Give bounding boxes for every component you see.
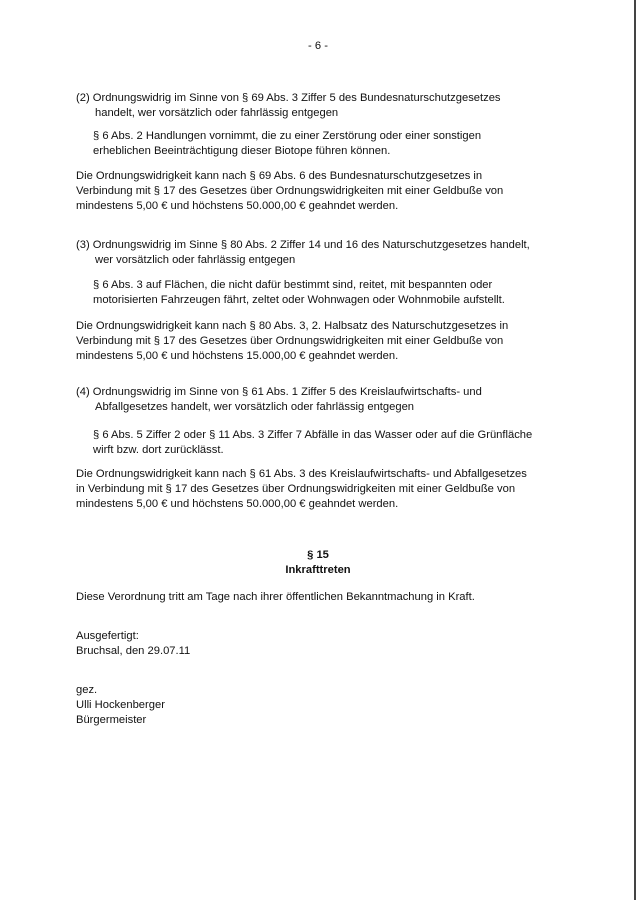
text-line: mindestens 5,00 € und höchstens 15.000,00 € geahndet werden. — [76, 350, 399, 363]
execution-label: Ausgefertigt: — [76, 630, 139, 642]
text-line: wer vorsätzlich oder fahrlässig entgegen — [95, 254, 296, 267]
text-line: wirft bzw. dort zurücklässt. — [93, 444, 224, 457]
section-2-item — [76, 129, 576, 159]
page-number: - 6 - — [308, 40, 328, 52]
text-line: Verbindung mit § 17 des Gesetzes über Ordnungswidrigkeiten mit einer Geldbuße von — [76, 185, 504, 198]
text-line: Die Ordnungswidrigkeit kann nach § 80 Abs. 3, 2. Halbsatz des Naturschutzgesetzes in — [76, 320, 509, 332]
signature-name: Ulli Hockenberger — [76, 699, 165, 712]
section-15-heading — [0, 548, 636, 578]
signature-gez: gez. — [76, 684, 98, 696]
text-line: motorisierten Fahrzeugen fährt, zeltet oder Wohnwagen oder Wohnmobile aufstellt. — [93, 294, 505, 307]
section-4-item — [76, 428, 576, 458]
text-line: § 6 Abs. 5 Ziffer 2 oder § 11 Abs. 3 Ziffer 7 Abfälle in das Wasser oder auf die Grünfläche — [93, 429, 533, 441]
text-line: mindestens 5,00 € und höchstens 50.000,00 € geahndet werden. — [76, 200, 399, 213]
signature-block — [76, 683, 576, 729]
section-15-text — [76, 590, 576, 605]
text-line: Verbindung mit § 17 des Gesetzes über Ordnungswidrigkeiten mit einer Geldbuße von — [76, 335, 504, 348]
execution-place-date: Bruchsal, den 29.07.11 — [76, 645, 191, 658]
section-title: Inkrafttreten — [285, 564, 351, 577]
text-line: (2) Ordnungswidrig im Sinne von § 69 Abs. 3 Ziffer 5 des Bundesnaturschutzgesetzes — [76, 92, 501, 104]
text-line: Diese Verordnung tritt am Tage nach ihrer öffentlichen Bekanntmachung in Kraft. — [76, 591, 475, 603]
text-line: Abfallgesetzes handelt, wer vorsätzlich oder fahrlässig entgegen — [95, 401, 415, 414]
section-4-intro — [76, 385, 576, 415]
section-number: § 15 — [307, 549, 329, 561]
section-3-penalty — [76, 319, 576, 365]
signature-role: Bürgermeister — [76, 714, 147, 727]
text-line: handelt, wer vorsätzlich oder fahrlässig entgegen — [95, 107, 339, 120]
text-line: § 6 Abs. 3 auf Flächen, die nicht dafür bestimmt sind, reitet, mit bespannten oder — [93, 279, 493, 291]
text-line: § 6 Abs. 2 Handlungen vornimmt, die zu einer Zerstörung oder einer sonstigen — [93, 130, 482, 142]
text-line: erheblichen Beeinträchtigung dieser Biotope führen können. — [93, 145, 391, 158]
text-line: (3) Ordnungswidrig im Sinne § 80 Abs. 2 Ziffer 14 und 16 des Naturschutzgesetzes handelt, — [76, 239, 530, 251]
section-3-intro — [76, 238, 576, 268]
text-line: mindestens 5,00 € und höchstens 50.000,00 € geahndet werden. — [76, 498, 399, 511]
section-4-penalty — [76, 467, 576, 513]
text-line: Die Ordnungswidrigkeit kann nach § 69 Abs. 6 des Bundesnaturschutzgesetzes in — [76, 170, 483, 182]
section-2-penalty — [76, 169, 576, 215]
text-line: Die Ordnungswidrigkeit kann nach § 61 Abs. 3 des Kreislaufwirtschafts- und Abfallgesetzes — [76, 468, 527, 480]
execution-block — [76, 629, 576, 659]
section-2-intro — [76, 91, 576, 121]
section-3-item — [76, 278, 576, 308]
text-line: in Verbindung mit § 17 des Gesetzes über Ordnungswidrigkeiten mit einer Geldbuße von — [76, 483, 516, 496]
text-line: (4) Ordnungswidrig im Sinne von § 61 Abs. 1 Ziffer 5 des Kreislaufwirtschafts- und — [76, 386, 482, 398]
